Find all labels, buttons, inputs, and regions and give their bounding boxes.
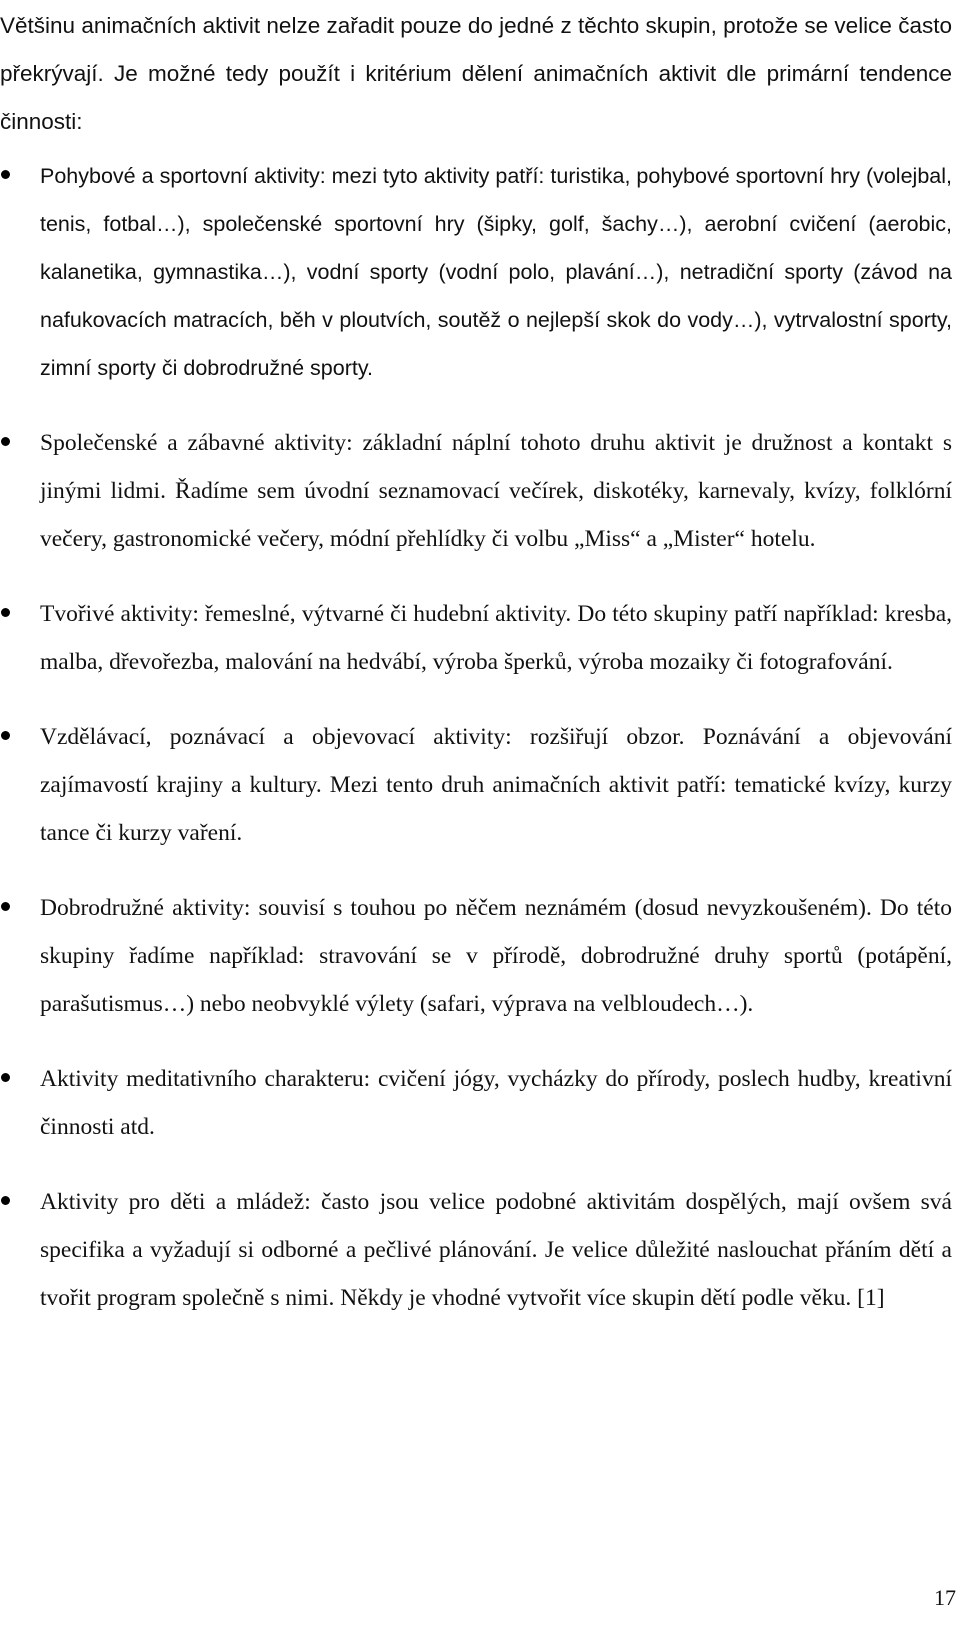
list-item-children: [0, 1178, 952, 1322]
list-item-educational: [0, 713, 952, 857]
list-item-creative: [0, 590, 952, 686]
bullet-icon: [1, 1073, 10, 1082]
bullet-icon: [1, 1196, 10, 1205]
list-item-text: Aktivity meditativního charakteru: cvičení jógy, vycházky do přírody, poslech hudby, kreativní činnosti atd.: [40, 1066, 952, 1140]
list-item-text: Tvořivé aktivity: řemeslné, výtvarné či hudební aktivity. Do této skupiny patří například: kresba, malba, dřevořezba, malování na hedvábí, výroba šperků, výroba mozaiky či fotografování.: [40, 601, 952, 675]
bullet-icon: [1, 731, 10, 740]
list-item-text: Aktivity pro děti a mládež: často jsou velice podobné aktivitám dospělých, mají ovšem svá specifika a vyžadují si odborné a pečlivé plánování. Je velice důležité naslouchat přáním dětí a tvořit program společně s nimi. Někdy je vhodné vytvořit více skupin dětí podle věku. [1]: [40, 1189, 952, 1311]
intro-paragraph: Většinu animačních aktivit nelze zařadit pouze do jedné z těchto skupin, protože se velice často překrývají. Je možné tedy použít i kritérium dělení animačních aktivit dle primární tendence činnosti:: [0, 13, 952, 134]
list-item-text: Dobrodružné aktivity: souvisí s touhou po něčem neznámém (dosud nevyzkoušeném). Do této skupiny řadíme například: stravování se v přírodě, dobrodružné druhy sportů (potápění, parašutismus…) nebo neobvyklé výlety (safari, výprava na velbloudech…).: [40, 895, 952, 1017]
bullet-icon: [1, 902, 10, 911]
bullet-icon: [1, 437, 10, 446]
list-item-text: Vzdělávací, poznávací a objevovací aktivity: rozšiřují obzor. Poznávání a objevování zajímavostí krajiny a kultury. Mezi tento druh animačních aktivit patří: tematické kvízy, kurzy tance či kurzy vaření.: [40, 724, 952, 846]
list-item-social: [0, 419, 952, 563]
list-item-meditative: [0, 1055, 952, 1151]
list-item-text: Pohybové a sportovní aktivity: mezi tyto aktivity patří: turistika, pohybové sportovní hry (volejbal, tenis, fotbal…), společenské sportovní hry (šipky, golf, šachy…), aerobní cvičení (aerobic, kalanetika, gymnastika…), vodní sporty (vodní polo, plavání…), netradiční sporty (závod na nafukovacích matracích, běh v ploutvích, soutěž o nejlepší skok do vody…), vytrvalostní sporty, zimní sporty či dobrodružné sporty.: [40, 164, 952, 380]
page-number: 17: [934, 1585, 956, 1610]
list-item-text: Společenské a zábavné aktivity: základní náplní tohoto druhu aktivit je družnost a kontakt s jinými lidmi. Řadíme sem úvodní seznamovací večírek, diskotéky, karnevaly, kvízy, folklórní večery, gastronomické večery, módní přehlídky či volbu „Miss“ a „Mister“ hotelu.: [40, 430, 952, 552]
bullet-icon: [1, 608, 10, 617]
activity-list: [0, 152, 960, 1349]
list-item-adventure: [0, 884, 952, 1028]
list-item-sport: [0, 152, 952, 392]
bullet-icon: [1, 170, 10, 179]
